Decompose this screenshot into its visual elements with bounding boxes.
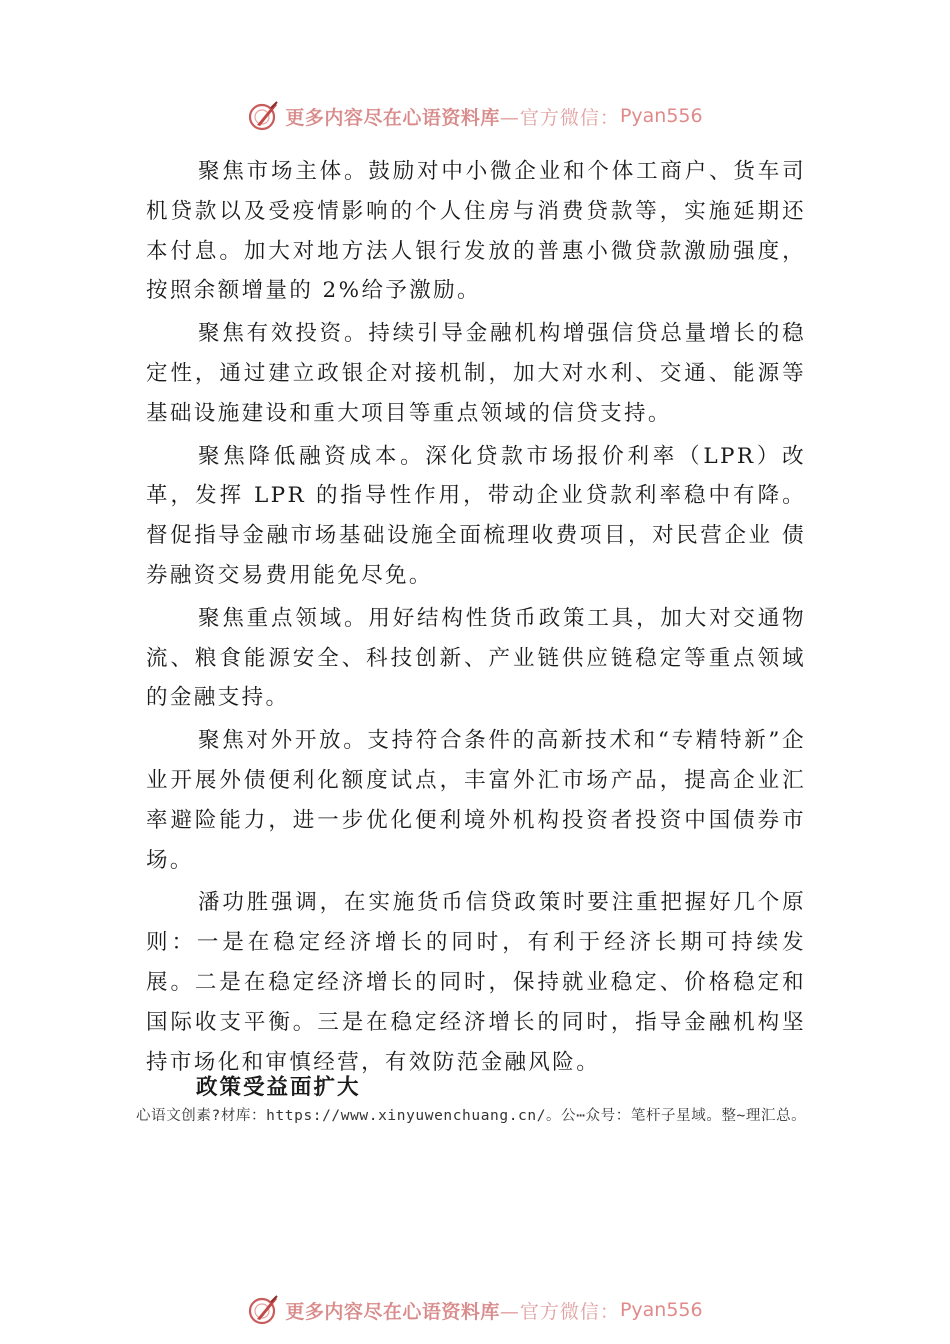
article-body (146, 152, 806, 1085)
paragraph-principles: 潘功胜强调，在实施货币信贷政策时要注重把握好几个原则：一是在稳定经济增长的同时，有利于经济长期可持续发展。二是在稳定经济增长的同时，保持就业稳定、价格稳定和国际收支平衡。三是在稳定经济增长的同时，指导金融机构坚持市场化和审慎经营，有效防范金融风险。 (146, 890, 806, 1075)
quill-pen-logo-icon (247, 99, 281, 133)
banner-wechat-handle: Pyan556 (619, 1299, 703, 1321)
banner-brand-text: 更多内容尽在心语资料库 (285, 106, 500, 129)
banner-brand-text: 更多内容尽在心语资料库 (285, 1300, 500, 1323)
paragraph-opening-up: 聚焦对外开放。支持符合条件的高新技术和“专精特新”企业开展外债便利化额度试点，丰富外汇市场产品，提高企业汇率避险能力，进一步优化便利境外机构投资者投资中国债券市场。 (146, 728, 806, 873)
banner-separator-text: —官方微信： (499, 1300, 620, 1323)
header-watermark-banner (0, 96, 950, 136)
section-heading: 政策受益面扩大 (196, 1075, 361, 1100)
source-footer-note: 心语文创素?材库：https://www.xinyuwenchuang.cn/。公⋯众号：笔杆子星域。整~理汇总。 (136, 1108, 807, 1124)
banner-wechat-handle: Pyan556 (619, 105, 703, 127)
paragraph-effective-investment: 聚焦有效投资。持续引导金融机构增强信贷总量增长的稳定性，通过建立政银企对接机制，加大对水利、交通、能源等基础设施建设和重大项目等重点领域的信贷支持。 (146, 321, 806, 426)
quill-pen-logo-icon (247, 1293, 281, 1327)
paragraph-key-areas: 聚焦重点领域。用好结构性货币政策工具，加大对交通物流、粮食能源安全、科技创新、产业链供应链稳定等重点领域的金融支持。 (146, 605, 806, 711)
footer-watermark-banner (0, 1290, 950, 1330)
paragraph-market-entities: 聚焦市场主体。鼓励对中小微企业和个体工商户、货车司机贷款以及受疫情影响的个人住房与消费贷款等，实施延期还本付息。加大对地方法人银行发放的普惠小微贷款激励强度，按照余额增量的 2%给予激励。 (146, 159, 806, 304)
banner-separator-text: —官方微信： (499, 106, 620, 129)
paragraph-financing-cost: 聚焦降低融资成本。深化贷款市场报价利率（LPR）改革，发挥 LPR 的指导性作用，带动企业贷款利率稳中有降。督促指导金融市场基础设施全面梳理收费项目，对民营企业 债券融资交易费用能免尽免。 (146, 443, 806, 588)
